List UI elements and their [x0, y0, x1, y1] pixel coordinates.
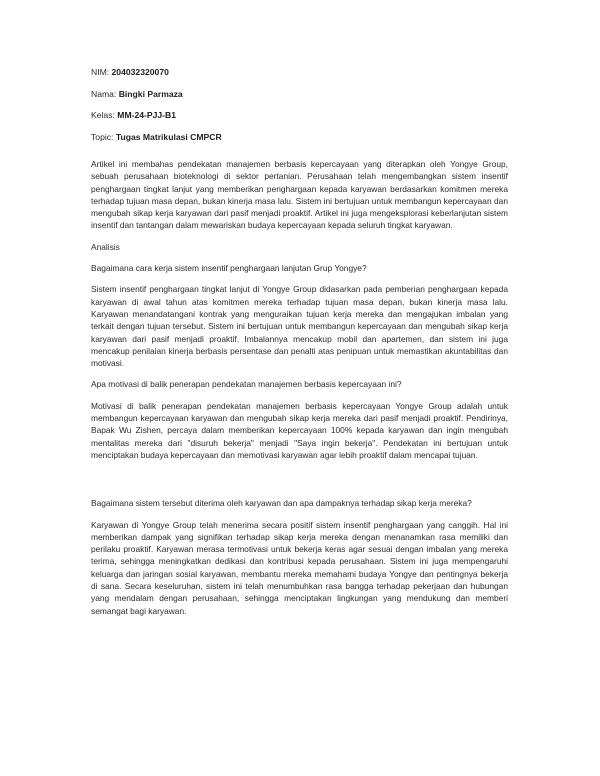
question-2: Apa motivasi di balik penerapan pendekatan manajemen berbasis kepercayaan ini? — [91, 379, 402, 390]
answer-3: Karyawan di Yongye Group telah menerima secara positif sistem insentif penghargaan yang canggih. Hal ini memberikan dampak yang signifikan terhadap sikap kerja mereka dengan menanamkan rasa memiliki dan perilaku proaktif. Karyawan merasa termotivasi untuk bekerja keras agar sesuai dengan imbalan yang mereka terima, sehingga meningkatkan dedikasi dan kontribusi kepada perusahaan. Sistem ini juga mempengaruhi keluarga dan jaringan sosial karyawan, membantu mereka memahami budaya Yongye dan pentingnya bekerja di sana. Secara keseluruhan, sistem ini telah menumbuhkan rasa bangga terhadap pekerjaan dan hubungan yang mendalam dengan perusahaan, sehingga menciptakan lingkungan yang mendukung dan memberi semangat bagi karyawan. — [91, 519, 508, 616]
spacer — [91, 470, 508, 497]
answer-1: Sistem insentif penghargaan tingkat lanjut di Yongye Group didasarkan pada pemberian penghargaan kepada karyawan di awal tahun atas komitmen mereka terhadap tujuan masa depan, bukan kinerja masa lalu. Karyawan menandatangani kontrak yang menguraikan tujuan kerja mereka dan mengajukan imbalan yang terkait dengan tujuan tersebut. Sistem ini bertujuan untuk membangun kepercayaan dan mengubah sikap kerja karyawan dari pasif menjadi proaktif. Imbalannya mencakup mobil dan apartemen, dan sistem ini juga mencakup penilaian kinerja berbasis persentase dan penalti atas penipuan untuk memastikan akuntabilitas dan motivasi. — [91, 284, 508, 369]
student-info — [91, 66, 222, 152]
document-body — [91, 158, 508, 626]
kelas-line — [91, 109, 222, 131]
nama-value: Bingki Parmaza — [118, 88, 183, 99]
answer-2: Motivasi di balik penerapan pendekatan manajemen berbasis kepercayaan Yongye Group adalah untuk membangun kepercayaan karyawan dan mengubah sikap kerja mereka dari pasif menjadi proaktif. Pendirinya, Bapak Wu Zishen, percaya dalam memberikan kepercayaan 100% kepada karyawan dan ingin mengubah mentalitas mereka dari "disuruh bekerja" menjadi "Saya ingin bekerja". Pendekatan ini bertujuan untuk menciptakan budaya kepercayaan dan memotivasi karyawan agar lebih proaktif dalam mencapai tujuan. — [91, 400, 508, 460]
question-1: Bagaimana cara kerja sistem insentif penghargaan lanjutan Grup Yongye? — [91, 263, 367, 274]
intro-paragraph: Artikel ini membahas pendekatan manajemen berbasis kepercayaan yang diterapkan oleh Yongye Group, sebuah perusahaan bioteknologi di sektor pertanian. Perusahaan telah mengembangkan sistem insentif penghargaan tingkat lanjut yang memberikan penghargaan kepada karyawan berdasarkan komitmen mereka terhadap tujuan masa depan, bukan kinerja masa lalu. Sistem ini bertujuan untuk membangun kepercayaan dan mengubah sikap kerja karyawan dari pasif menjadi proaktif. Artikel ini juga mengeksplorasi keberlanjutan sistem insentif dan tantangan dalam mewariskan budaya kepercayaan kepada seluruh tingkat karyawan. — [91, 159, 508, 231]
topic-line — [91, 131, 222, 153]
topic-value: Tugas Matrikulasi CMPCR — [115, 131, 222, 142]
kelas-value: MM-24-PJJ-B1 — [117, 110, 177, 120]
nim-line — [91, 66, 222, 88]
topic-label: Topic: — [91, 131, 116, 142]
kelas-label: Kelas: — [91, 110, 118, 120]
nim-value: 204032320070 — [111, 67, 169, 77]
nama-line — [91, 88, 222, 110]
nama-label: Nama: — [91, 88, 119, 99]
nim-label: NIM: — [91, 67, 112, 77]
question-3: Bagaimana sistem tersebut diterima oleh karyawan dan apa dampaknya terhadap sikap kerja mereka? — [91, 498, 472, 509]
analysis-heading: Analisis — [91, 241, 120, 252]
